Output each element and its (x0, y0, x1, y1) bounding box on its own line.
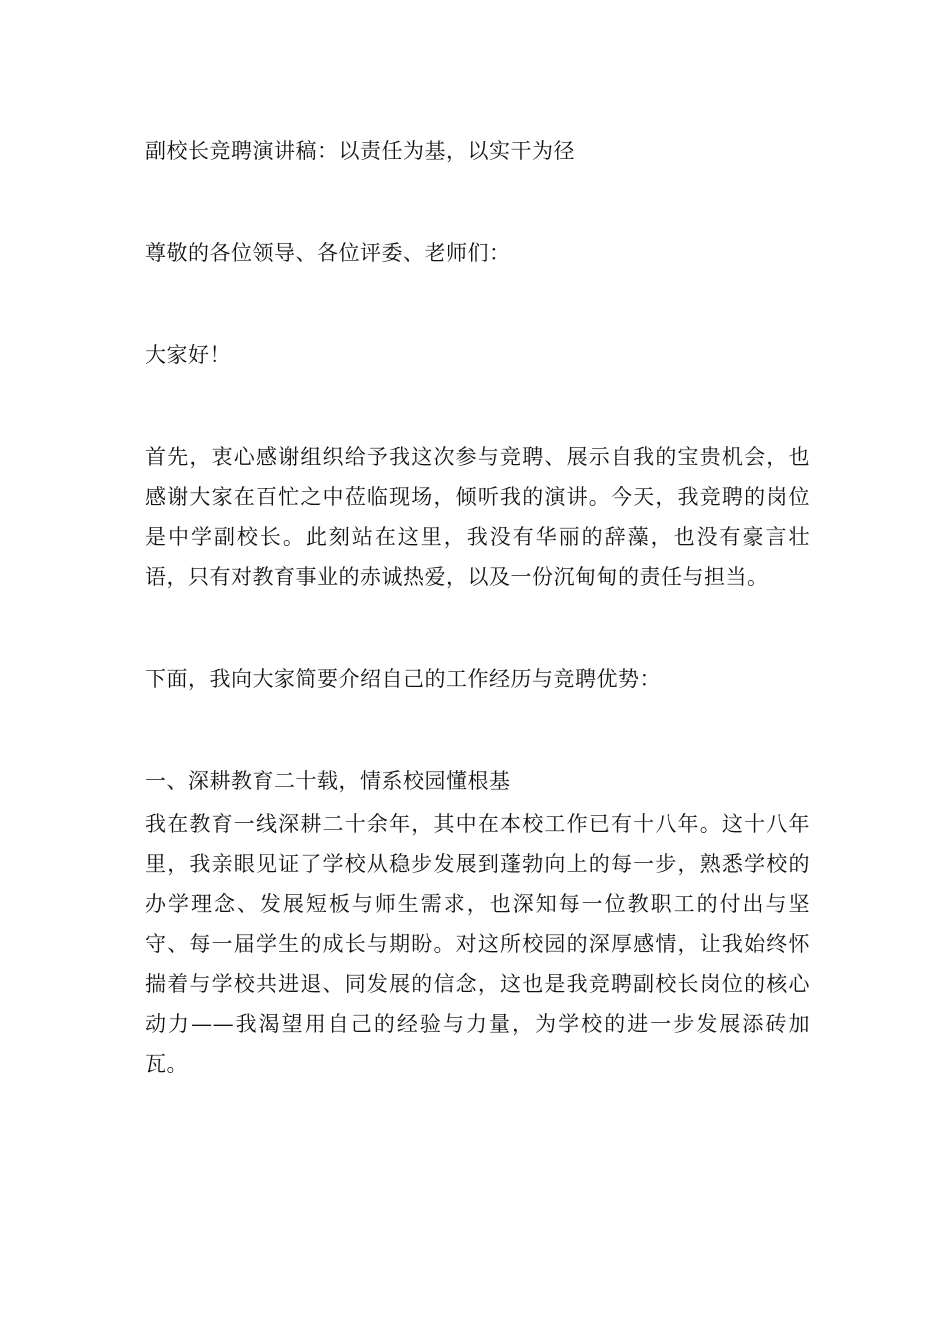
intro-paragraph: 首先，衷心感谢组织给予我这次参与竞聘、展示自我的宝贵机会，也感谢大家在百忙之中莅临现场，倾听我的演讲。今天，我竞聘的岗位是中学副校长。此刻站在这里，我没有华丽的辞藻，也没有豪言壮语，只有对教育事业的赤诚热爱，以及一份沉甸甸的责任与担当。 (145, 445, 810, 589)
document-title: 副校长竞聘演讲稿：以责任为基，以实干为径 (145, 139, 575, 163)
overview-paragraph: 下面，我向大家简要介绍自己的工作经历与竞聘优势： (145, 667, 661, 691)
section-body: 我在教育一线深耕二十余年，其中在本校工作已有十八年。这十八年里，我亲眼见证了学校从稳步发展到蓬勃向上的每一步，熟悉学校的办学理念、发展短板与师生需求，也深知每一位教职工的付出与坚守、每一届学生的成长与期盼。对这所校园的深厚感情，让我始终怀揣着与学校共进退、同发展的信念，这也是我竞聘副校长岗位的核心动力——我渴望用自己的经验与力量，为学校的进一步发展添砖加瓦。 (145, 812, 810, 1076)
salutation: 尊敬的各位领导、各位评委、老师们： (145, 241, 511, 265)
document-body (145, 131, 810, 1084)
greeting: 大家好！ (145, 343, 231, 367)
section-heading: 一、深耕教育二十载，情系校园懂根基 (145, 769, 511, 793)
